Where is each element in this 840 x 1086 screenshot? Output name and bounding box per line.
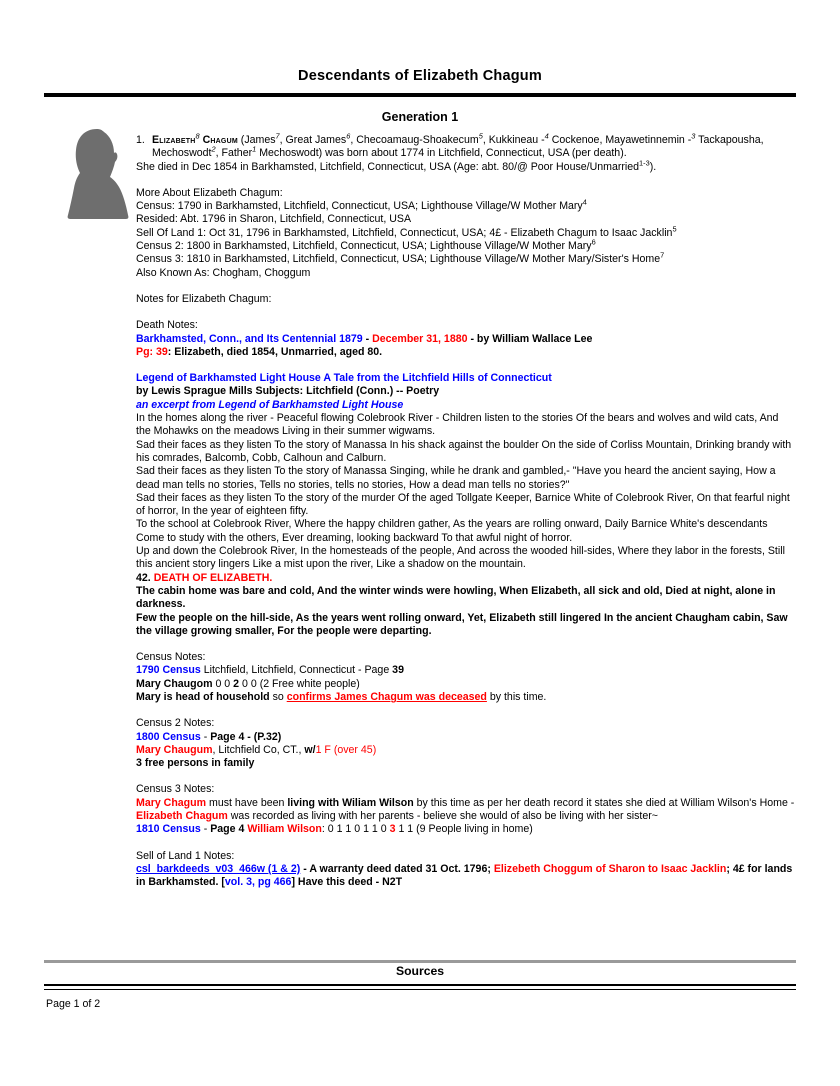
census2-location: , Litchfield Co, CT.,: [212, 743, 305, 756]
census3-mid1: must have been: [206, 796, 288, 809]
census1-line1: [136, 664, 796, 677]
census3-line: [136, 823, 796, 836]
census1-year: 1790 Census: [136, 664, 201, 677]
more-about-fact: [136, 250, 796, 266]
census3-name2: Elizabeth Chagum: [136, 810, 228, 823]
death-line: [136, 158, 796, 174]
lineage-1-text: , Great James: [279, 134, 347, 146]
census1-page: 39: [392, 664, 404, 677]
poem-stanza: To the school at Colebrook River, Where the happy children gather, As the years are rolling onward, Daily Barnice White's descendants Come to study with the others, Ever dreaming, looking backward To that awful night of horror.: [136, 518, 768, 544]
census1-line3: [136, 691, 796, 704]
entry-number: 1.: [136, 134, 145, 146]
more-about-fact: [136, 213, 796, 226]
census3-digits-post: 1 1: [395, 823, 417, 836]
fact-text: Sell Of Land 1: Oct 31, 1796 in Barkhamsted, Litchfield, Connecticut, USA; 4£ - Elizabeth Chagum to Isaac Jacklin: [136, 226, 673, 239]
census3-mid3: was recorded as living with her parents - believe she would of also be living with her sister~: [227, 810, 658, 823]
census2-line3: 3 free persons in family: [136, 757, 255, 770]
census3-page: Page 4: [210, 823, 248, 836]
lineage-1-sup: 6: [346, 131, 351, 141]
document-body: [136, 131, 796, 890]
census1-head-note: Mary is head of household: [136, 690, 270, 703]
lineage-4-text: Cockenoe, Mayawetinnemin -: [548, 134, 692, 146]
census3-householder: William Wilson: [247, 823, 322, 836]
census3-mid2: by this time as per her death record it states she died at William Wilson's Home -: [413, 796, 795, 809]
lineage-3-text: , Kukkineau -: [482, 134, 545, 146]
poem-stanza: Sad their faces as they listen To the story of Manassa Singing, while he drank and gambled,- "Have you heard the ancient saying, How a dead man tells no stories, Tells no stories, tells no stories, How a dead man tells no stories?": [136, 465, 776, 491]
fact-sup: 4: [582, 197, 587, 207]
deed-detail: ; 4£ for lands in Barkhamsted. [: [136, 862, 793, 889]
poem-byline: by Lewis Sprague Mills Subjects: Litchfield (Conn.) -- Poetry: [136, 385, 440, 398]
person-entry: [136, 131, 796, 161]
source-title: Barkhamsted, Conn., and Its Centennial 1879: [136, 332, 363, 345]
census2-with-detail: 1 F (over 45): [315, 743, 377, 756]
census2-with-label: w/: [304, 743, 316, 756]
fact-text: Also Known As: Chogham, Choggum: [136, 266, 311, 279]
census2-year: 1800 Census: [136, 730, 201, 743]
poem-section-heading: [136, 572, 796, 585]
lineage-0-sup: 7: [275, 131, 280, 141]
census1-count-note: (2 Free white people): [259, 677, 360, 690]
sources-heading: Sources: [395, 964, 445, 978]
fact-text: Census: 1790 in Barkhamsted, Litchfield, Connecticut, USA; Lighthouse Village/W Mother Mary: [136, 200, 583, 213]
page-number: Page 1 of 2: [46, 998, 101, 1010]
fact-sup: 7: [660, 250, 665, 260]
poem-final-stanza: The cabin home was bare and cold, And the winter winds were howling, When Elizabeth, all sick and old, Died at night, alone in darkness.: [136, 584, 776, 611]
lineage-6-sup: 1: [252, 144, 257, 154]
female-silhouette-icon: [66, 128, 130, 220]
death-notes-page: [136, 346, 796, 359]
land-label: Sell of Land 1 Notes:: [136, 849, 235, 862]
fact-text: Census 3: 1810 in Barkhamsted, Litchfield, Connecticut, USA; Lighthouse Village/W Mother Mary/Sister's Home: [136, 253, 661, 266]
lineage-7-text: Mechoswodt): [256, 147, 323, 160]
death-notes-source: [136, 333, 796, 346]
header-divider: [44, 93, 796, 97]
notes-heading: Notes for Elizabeth Chagum:: [136, 292, 272, 305]
fact-text: Census 2: 1800 in Barkhamsted, Litchfield, Connecticut, USA; Lighthouse Village/W Mother Mary: [136, 240, 592, 253]
deed-parties: Elizebeth Choggum of Sharon to Isaac Jacklin: [493, 862, 727, 875]
source-sep: -: [362, 332, 373, 345]
poem-stanza: Up and down the Colebrook River, In the homesteads of the people, And across the wooded hill-sides, Where they labor in the forests, Still this ancient story lingers Like a mist upon the river, Like a shadow on the mountain.: [136, 545, 785, 571]
fact-text: Resided: Abt. 1796 in Sharon, Litchfield, Connecticut, USA: [136, 213, 412, 226]
census3-sep: -: [200, 823, 211, 836]
lineage-5-sup: 2: [211, 144, 216, 154]
birth-text: was born about 1774 in Litchfield, Connecticut, USA (per death).: [322, 147, 627, 160]
lineage-5-text: Tackapousha, Mechoswodt: [152, 134, 764, 160]
death-citation-sup: 1-3: [639, 158, 650, 168]
census3-living-with: living with Wiliam Wilson: [287, 796, 414, 809]
poem-excerpt-label: an excerpt from Legend of Barkhamsted Light House: [136, 398, 404, 411]
fact-sup: 5: [672, 224, 677, 234]
census3-digits-pre: : 0 1 1 0 1 1 0: [321, 823, 390, 836]
section-number: 42.: [136, 571, 151, 584]
census2-sep: -: [200, 730, 211, 743]
source-date: December 31, 1880: [372, 332, 468, 345]
census1-tail: by this time.: [486, 690, 547, 703]
census1-conj: so: [269, 690, 287, 703]
more-about-fact: [136, 224, 796, 240]
poem-stanza: Sad their faces as they listen To the story of the murder Of the aged Tollgate Keeper, Barnice White of Colebrook River, On that fearful night of horror, In the year of eighteen fifty.: [136, 491, 790, 518]
census3-narrative: [136, 797, 796, 824]
census3-label: Census 3 Notes:: [136, 783, 215, 796]
lineage-4-sup: 3: [691, 131, 696, 141]
lineage-6-text: , Father: [215, 147, 253, 160]
census1-digits-b: 0 0: [239, 677, 260, 690]
deed-volume: vol. 3, pg 466: [224, 876, 292, 889]
deed-tail: ] Have this deed - N2T: [291, 876, 403, 889]
census3-digit-highlight: 3: [389, 823, 396, 836]
lineage-2-text: , Checoamaug-Shoakecum: [350, 134, 479, 146]
lineage-2-sup: 5: [478, 131, 483, 141]
more-about-fact: [136, 267, 796, 280]
census3-name: Mary Chagum: [136, 796, 207, 809]
section-title: DEATH OF ELIZABETH.: [153, 571, 273, 584]
poem-stanza: In the homes along the river - Peaceful flowing Colebrook River - Children listen to the stories Of the bears and wolves and wild cats, And the Mohawks on the meadows Living in their summer wigwams.: [136, 412, 779, 438]
census1-digits-a: 0 0: [212, 677, 234, 690]
sources-divider-top: [44, 960, 796, 963]
census1-label: Census Notes:: [136, 651, 206, 664]
census1-line2: [136, 678, 796, 691]
census1-householder: Mary Chaugom: [136, 677, 213, 690]
generation-heading: Generation 1: [381, 110, 459, 124]
deed-description: - A warranty deed dated 31 Oct. 1796;: [300, 862, 494, 875]
page-detail: : Elizabeth, died 1854, Unmarried, aged 80.: [167, 345, 383, 358]
generation-superscript: 8: [195, 131, 200, 141]
poem-title: [136, 372, 796, 385]
census1-digit-highlight: 2: [233, 677, 240, 690]
source-author: - by William Wallace Lee: [467, 332, 593, 345]
death-tail: ).: [649, 160, 657, 173]
page-ref: Pg: 39: [136, 345, 168, 358]
lineage-3-sup: 4: [544, 131, 549, 141]
fact-sup: 6: [591, 237, 596, 247]
footer-divider: [44, 989, 796, 990]
census1-conclusion: confirms James Chagum was deceased: [286, 690, 487, 703]
census3-count-note: (9 People living in home): [416, 823, 533, 836]
person-last-name: Chagum: [202, 134, 238, 146]
more-about-fact: [136, 237, 796, 253]
sources-divider-bottom: [44, 984, 796, 986]
person-first-name: Elizabeth: [152, 134, 196, 146]
census2-line1: [136, 731, 796, 744]
land-deed-note: [136, 863, 796, 890]
census2-label: Census 2 Notes:: [136, 717, 215, 730]
more-about-heading: More About Elizabeth Chagum:: [136, 186, 283, 199]
more-about-fact: [136, 197, 796, 213]
poem-final-stanza: Few the people on the hill-side, As the years went rolling onward, Yet, Elizabeth still lingered In the ancient Chaugham cabin, Saw the village growing smaller, For the people were departing.: [136, 611, 788, 637]
death-text: She died in Dec 1854 in Barkhamsted, Litchfield, Connecticut, USA (Age: abt. 80/@ Poor House/Unmarried: [136, 160, 640, 173]
census2-page: Page 4 - (P.32): [210, 730, 282, 743]
poem-stanza: Sad their faces as they listen To the story of Manassa In his shack against the boulder On the side of Corliss Mountain, Drinking brandy with his comrades, Balcomb, Cobb, Calhoun and Calburn.: [136, 438, 792, 464]
poem-title-text: Legend of Barkhamsted Light House A Tale from the Litchfield Hills of Connecticut: [136, 372, 552, 385]
lineage-0-text: (James: [237, 134, 276, 146]
census2-line2: [136, 744, 796, 757]
census3-year: 1810 Census: [136, 823, 201, 836]
page-title: Descendants of Elizabeth Chagum: [298, 68, 542, 84]
census1-location: Litchfield, Litchfield, Connecticut - Page: [200, 664, 393, 677]
census2-name: Mary Chaugum: [136, 743, 213, 756]
deed-reference: csl_barkdeeds_v03_466w (1 & 2): [136, 862, 301, 875]
death-notes-label: Death Notes:: [136, 319, 198, 332]
